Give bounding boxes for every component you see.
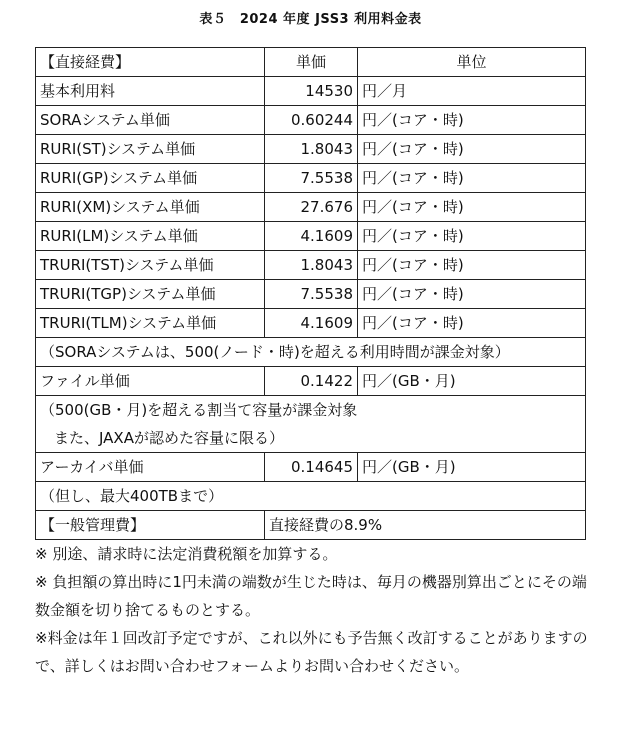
row-unit: 円／(コア・時) <box>358 251 586 280</box>
file-note <box>36 396 586 453</box>
archive-unit: 円／(GB・月) <box>358 453 586 482</box>
table-row <box>36 280 586 309</box>
row-price: 7.5538 <box>265 280 358 309</box>
table-row <box>36 135 586 164</box>
row-unit: 円／(コア・時) <box>358 309 586 338</box>
row-price: 1.8043 <box>265 135 358 164</box>
row-name: RURI(XM)システム単価 <box>36 193 265 222</box>
row-unit: 円／(コア・時) <box>358 164 586 193</box>
table-row <box>36 77 586 106</box>
row-unit: 円／月 <box>358 77 586 106</box>
archive-row <box>36 453 586 482</box>
table-row <box>36 309 586 338</box>
header-direct-cost: 【直接経費】 <box>36 48 265 77</box>
header-unit: 単位 <box>358 48 586 77</box>
file-name: ファイル単価 <box>36 367 265 396</box>
table-row <box>36 193 586 222</box>
row-name: TRURI(TST)システム単価 <box>36 251 265 280</box>
file-row <box>36 367 586 396</box>
table-row <box>36 251 586 280</box>
row-unit: 円／(コア・時) <box>358 193 586 222</box>
row-name: RURI(GP)システム単価 <box>36 164 265 193</box>
general-cost-row <box>36 511 586 540</box>
row-unit: 円／(コア・時) <box>358 135 586 164</box>
row-price: 4.1609 <box>265 309 358 338</box>
row-name: 基本利用料 <box>36 77 265 106</box>
file-note-line-1: （500(GB・月)を超える割当て容量が課金対象 <box>40 401 358 419</box>
file-note-line-2: また、JAXAが認めた容量に限る） <box>54 429 284 447</box>
row-price: 7.5538 <box>265 164 358 193</box>
footnote: ※ 別途、請求時に法定消費税額を加算する。 <box>35 545 338 563</box>
table-row <box>36 222 586 251</box>
table-title: 表５ 2024 年度 JSS3 利用料金表 <box>199 12 422 27</box>
row-name: TRURI(TLM)システム単価 <box>36 309 265 338</box>
row-price: 0.60244 <box>265 106 358 135</box>
row-name: RURI(LM)システム単価 <box>36 222 265 251</box>
general-cost-value: 直接経費の8.9% <box>265 511 586 540</box>
footnote: ※料金は年１回改訂予定ですが、これ以外にも予告無く改訂することがありますので、詳しくはお問い合わせフォームよりお問い合わせください。 <box>35 629 588 675</box>
row-name: RURI(ST)システム単価 <box>36 135 265 164</box>
sora-note: （SORAシステムは、500(ノード・時)を超える利用時間が課金対象） <box>36 338 586 367</box>
fee-table <box>35 47 586 540</box>
header-price: 単価 <box>265 48 358 77</box>
footnote: ※ 負担額の算出時に1円未満の端数が生じた時は、毎月の機器別算出ごとにその端数金額を切り捨てるものとする。 <box>35 573 587 619</box>
row-price: 14530 <box>265 77 358 106</box>
footnotes <box>35 540 595 680</box>
table-row <box>36 164 586 193</box>
row-price: 4.1609 <box>265 222 358 251</box>
general-cost-label: 【一般管理費】 <box>36 511 265 540</box>
row-name: SORAシステム単価 <box>36 106 265 135</box>
row-unit: 円／(コア・時) <box>358 106 586 135</box>
table-row <box>36 106 586 135</box>
sora-note-row <box>36 338 586 367</box>
table-header-row <box>36 48 586 77</box>
archive-name: アーカイバ単価 <box>36 453 265 482</box>
row-unit: 円／(コア・時) <box>358 280 586 309</box>
file-note-row <box>36 396 586 453</box>
archive-price: 0.14645 <box>265 453 358 482</box>
archive-note-row <box>36 482 586 511</box>
archive-note: （但し、最大400TBまで） <box>36 482 586 511</box>
row-name: TRURI(TGP)システム単価 <box>36 280 265 309</box>
row-price: 1.8043 <box>265 251 358 280</box>
file-price: 0.1422 <box>265 367 358 396</box>
row-price: 27.676 <box>265 193 358 222</box>
row-unit: 円／(コア・時) <box>358 222 586 251</box>
file-unit: 円／(GB・月) <box>358 367 586 396</box>
